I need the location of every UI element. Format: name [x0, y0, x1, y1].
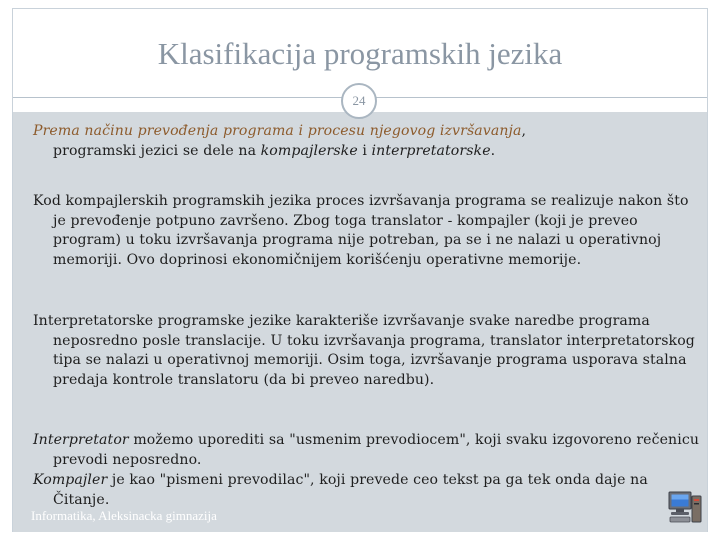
footer-text: Informatika, Aleksinacka gimnazija: [31, 508, 217, 523]
intro-end: .: [490, 142, 496, 159]
intro-and: i: [357, 142, 372, 159]
computer-icon: [668, 490, 702, 524]
paragraph-interpreters: Interpretatorske programske jezike karakteriše izvršavanje svake naredbe programa neposredno posle translacije. U toku izvršavanja programa, translator interpretatorskog tipa se nalazi u operativnoj memoriji. Osim toga, izvršavanje programa usporava stalna predaja kontrole translatoru (da bi preveo naredbu).: [33, 313, 695, 388]
analogy-compiler: [33, 471, 703, 510]
term-interpretator: Interpretator: [33, 432, 129, 448]
analogy-compiler-text: je kao "pismeni prevodilac", koji prevede ceo tekst pa ga tek onda daje na Čitanje.: [53, 472, 648, 508]
slide-title: Klasifikacija programskih jezika: [157, 36, 563, 71]
intro-paragraph: [33, 122, 703, 161]
term-interpretatorske: interpretatorske: [371, 142, 491, 159]
intro-lead: Prema načinu prevođenja programa i procesu njegovog izvršavanja: [33, 123, 522, 139]
intro-line2: programski jezici se dele na: [53, 142, 261, 159]
term-kompajler: Kompajler: [33, 472, 108, 488]
term-kompajlerske: kompajlerske: [260, 142, 358, 159]
paragraph-compilers: Kod kompajlerskih programskih jezika proces izvršavanja programa se realizuje nakon što je prevođenje potpuno završeno. Zbog toga translator - kompajler (koji je preveo program) u toku izvršavanja programa nije potreban, pa se i ne nalazi u operativnoj memoriji. Ovo doprinosi ekonomičnijem korišćenju operativne memorije.: [33, 193, 689, 268]
analogy-interpreter-text: možemo uporediti sa "usmenim prevodiocem", koji svaku izgovoreno rečenicu prevodi neposredno.: [53, 432, 700, 468]
intro-comma: ,: [521, 123, 527, 139]
page-number: 24: [341, 83, 377, 119]
analogy-interpreter: [33, 431, 703, 470]
